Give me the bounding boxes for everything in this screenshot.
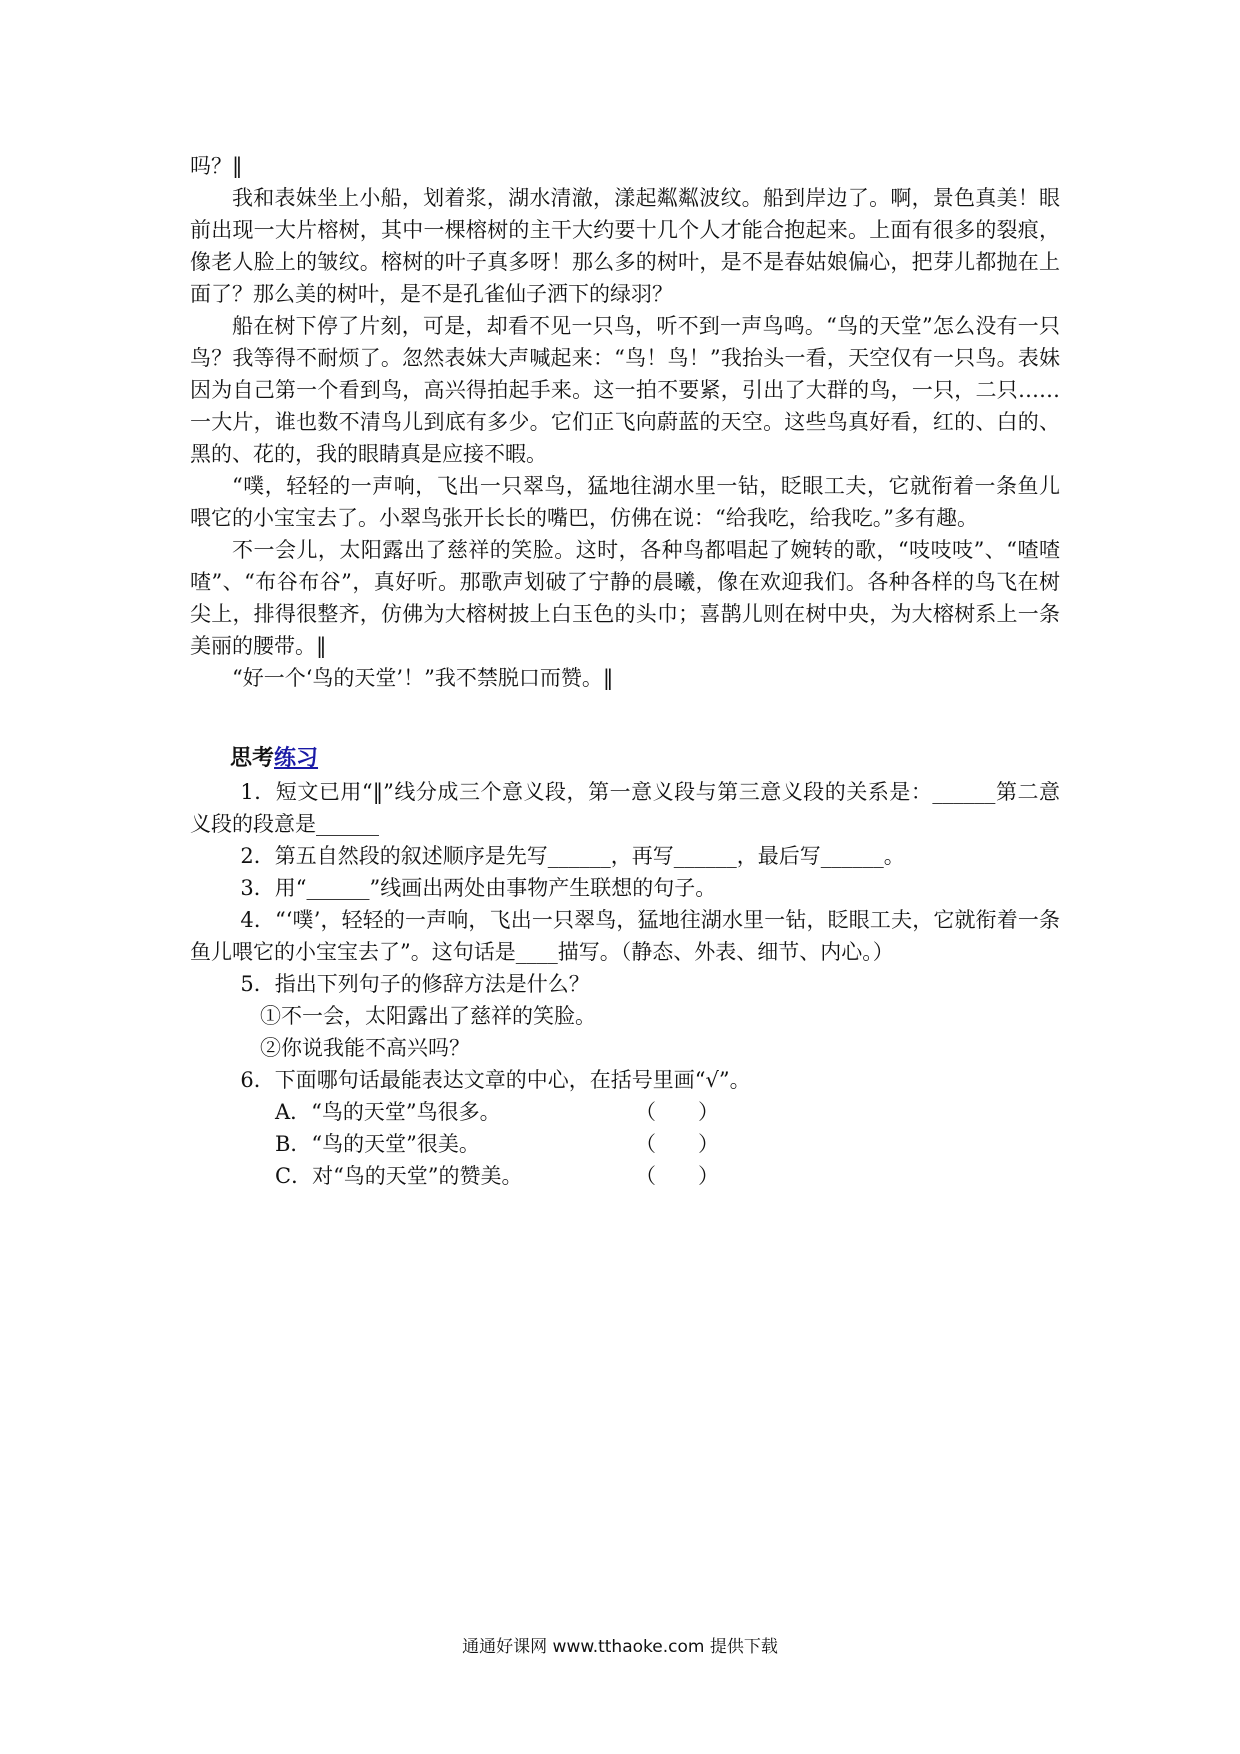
- exercise-section: [190, 740, 1060, 1192]
- option-a-answer-blank: （ ）: [635, 1100, 719, 1124]
- paragraph-0: 吗？‖: [190, 154, 243, 178]
- passage: [190, 150, 1060, 694]
- option-c-answer-blank: （ ）: [635, 1164, 719, 1188]
- exercise-title-link[interactable]: 练习: [274, 745, 319, 771]
- paragraph-3: “噗，轻轻的一声响，飞出一只翠鸟，猛地往湖水里一钻，眨眼工夫，它就衔着一条鱼儿喂它的小宝宝去了。小翠鸟张开长长的嘴巴，仿佛在说：“给我吃，给我吃。”多有趣。: [190, 474, 1060, 530]
- question-6: 6．下面哪句话最能表达文章的中心，在括号里画“√”。: [240, 1068, 751, 1092]
- question-3: 3．用“______”线画出两处由事物产生联想的句子。: [240, 876, 717, 900]
- question-1: 1．短文已用“‖”线分成三个意义段，第一意义段与第三意义段的关系是：______第二意义段的段意是______: [190, 780, 1060, 836]
- option-c-text: C．对“鸟的天堂”的赞美。: [275, 1164, 523, 1188]
- question-2: 2．第五自然段的叙述顺序是先写______，再写______，最后写______。: [240, 844, 905, 868]
- option-c: [275, 1160, 1060, 1192]
- question-5-item-2: ②你说我能不高兴吗？: [260, 1036, 470, 1060]
- option-b: [275, 1128, 1060, 1160]
- option-b-answer-blank: （ ）: [635, 1132, 719, 1156]
- paragraph-2: 船在树下停了片刻，可是，却看不见一只鸟，听不到一声鸟鸣。“鸟的天堂”怎么没有一只鸟？我等得不耐烦了。忽然表妹大声喊起来：“鸟！鸟！”我抬头一看，天空仅有一只鸟。表妹因为自己第一个看到鸟，高兴得拍起手来。这一拍不要紧，引出了大群的鸟，一只，二只……一大片，谁也数不清鸟儿到底有多少。它们正飞向蔚蓝的天空。这些鸟真好看，红的、白的、黑的、花的，我的眼睛真是应接不暇。: [190, 314, 1060, 466]
- question-4: 4．“‘噗’，轻轻的一声响，飞出一只翠鸟，猛地往湖水里一钻，眨眼工夫，它就衔着一条鱼儿喂它的小宝宝去了”。这句话是____描写。（静态、外表、细节、内心。）: [190, 908, 1060, 964]
- exercise-title: [230, 740, 1060, 776]
- option-a-text: A．“鸟的天堂”鸟很多。: [275, 1100, 501, 1124]
- option-b-text: B．“鸟的天堂”很美。: [275, 1132, 480, 1156]
- option-a: [275, 1096, 1060, 1128]
- page-footer: 通通好课网 www.tthaoke.com 提供下载: [462, 1637, 778, 1657]
- paragraph-4: 不一会儿，太阳露出了慈祥的笑脸。这时，各种鸟都唱起了婉转的歌，“吱吱吱”、“喳喳喳”、“布谷布谷”，真好听。那歌声划破了宁静的晨曦，像在欢迎我们。各种各样的鸟飞在树尖上，排得很整齐，仿佛为大榕树披上白玉色的头巾；喜鹊儿则在树中央，为大榕树系上一条美丽的腰带。‖: [190, 538, 1060, 658]
- question-5: 5．指出下列句子的修辞方法是什么？: [240, 972, 590, 996]
- exercise-title-prefix: 思考: [230, 745, 275, 771]
- paragraph-5: “好一个‘鸟的天堂’！”我不禁脱口而赞。‖: [232, 666, 614, 690]
- question-5-item-1: ①不一会，太阳露出了慈祥的笑脸。: [260, 1004, 596, 1028]
- paragraph-1: 我和表妹坐上小船，划着浆，湖水清澈，漾起粼粼波纹。船到岸边了。啊，景色真美！眼前出现一大片榕树，其中一棵榕树的主干大约要十几个人才能合抱起来。上面有很多的裂痕，像老人脸上的皱纹。榕树的叶子真多呀！那么多的树叶，是不是春姑娘偏心，把芽儿都抛在上面了？那么美的树叶，是不是孔雀仙子洒下的绿羽？: [190, 186, 1060, 306]
